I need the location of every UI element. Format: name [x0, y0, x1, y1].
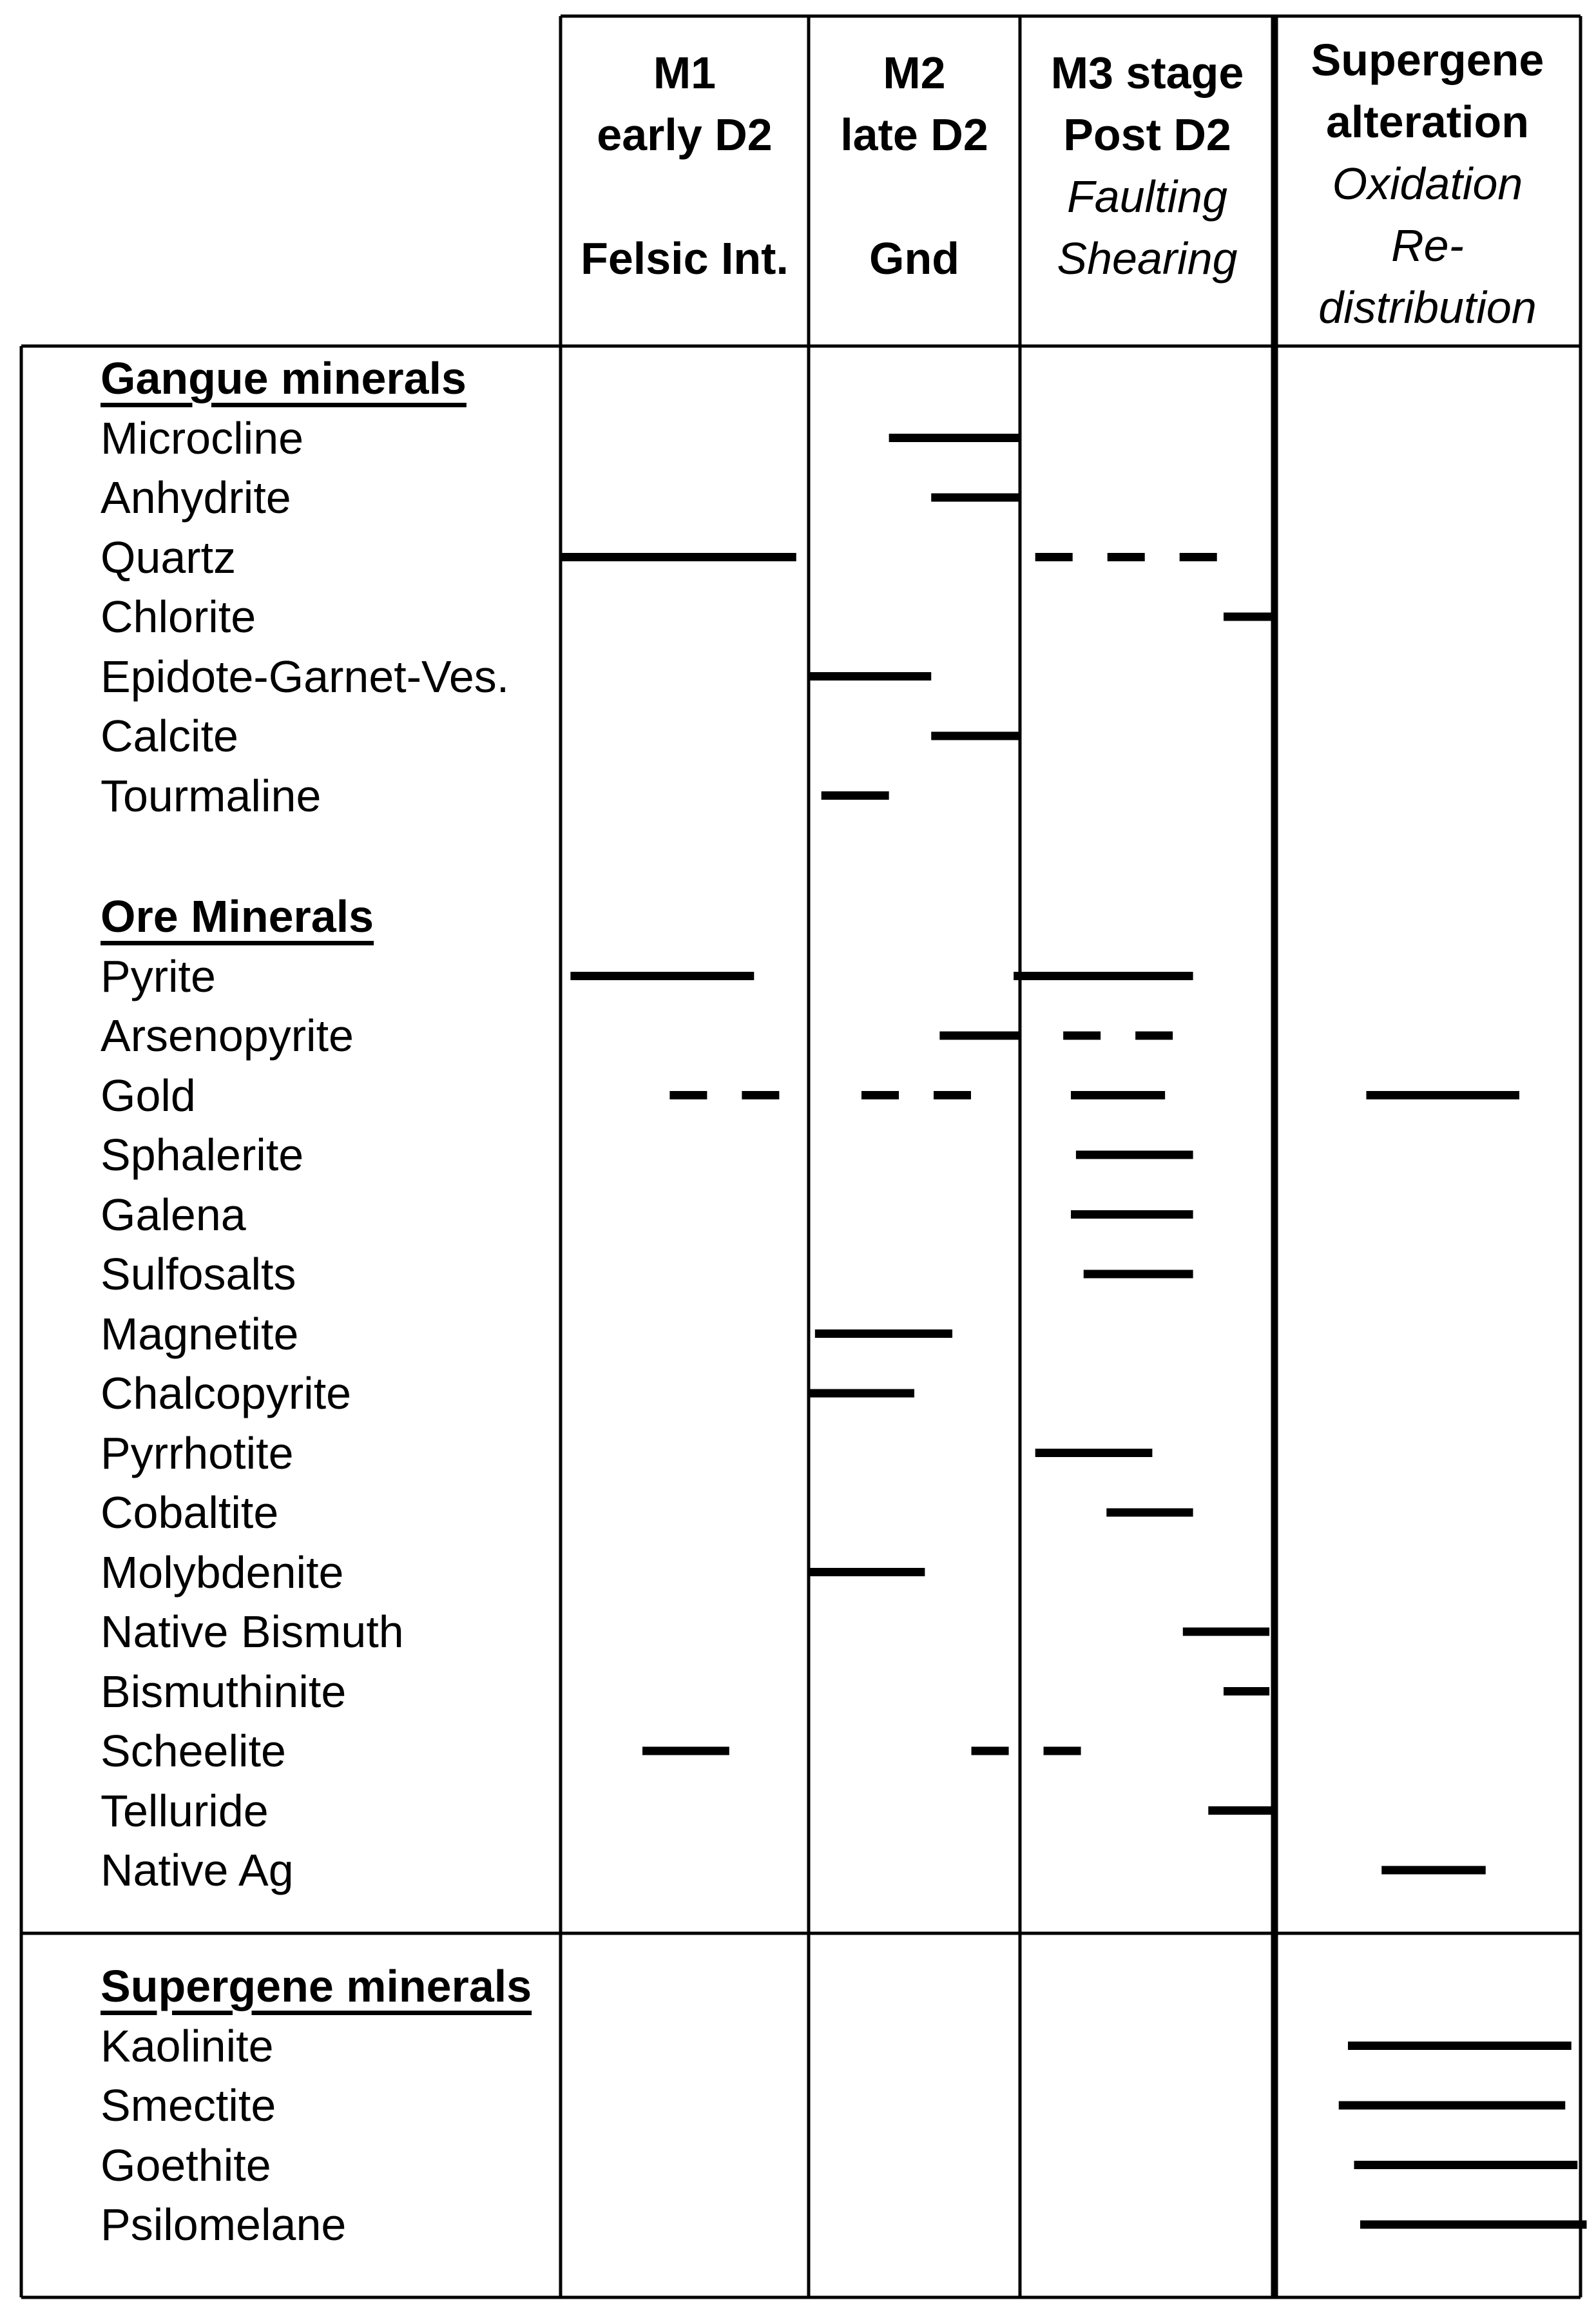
mineral-label: Cobaltite: [101, 1487, 279, 1538]
header-m2: [809, 42, 1020, 289]
mineral-label: Sulfosalts: [101, 1249, 296, 1299]
mineral-label: Chalcopyrite: [101, 1368, 352, 1418]
header-supergene-line: distribution: [1318, 282, 1537, 333]
header-m3: [1020, 42, 1274, 289]
header-supergene: [1274, 29, 1581, 338]
mineral-label: Magnetite: [101, 1308, 299, 1359]
mineral-label: Kaolinite: [101, 2020, 274, 2071]
header-supergene-line: Oxidation: [1332, 159, 1523, 209]
mineral-label: Psilomelane: [101, 2199, 347, 2250]
header-m1-line: M1: [653, 48, 716, 98]
section-title: Gangue minerals: [101, 353, 466, 403]
header-supergene-line: alteration: [1325, 97, 1530, 147]
header-m2-line: Gnd: [869, 233, 959, 284]
mineral-label: Galena: [101, 1189, 246, 1240]
mineral-label: Chlorite: [101, 592, 256, 642]
mineral-label: Arsenopyrite: [101, 1010, 354, 1061]
mineral-label: Pyrite: [101, 951, 216, 1001]
mineral-label: Native Bismuth: [101, 1607, 404, 1657]
mineral-label: Microcline: [101, 412, 304, 463]
header-supergene-line: Supergene: [1311, 35, 1544, 85]
header-m2-line: [809, 166, 1020, 227]
header-supergene-line: Re-: [1391, 220, 1464, 271]
mineral-label: Gold: [101, 1070, 196, 1121]
mineral-label: Anhydrite: [101, 472, 291, 523]
mineral-label: Goethite: [101, 2139, 271, 2190]
header-m1-line: Felsic Int.: [581, 233, 789, 284]
header-m1-line: [561, 166, 809, 227]
header-m2-line: late D2: [840, 110, 988, 160]
mineral-label: Epidote-Garnet-Ves.: [101, 651, 510, 702]
section-title: Supergene minerals: [101, 1961, 532, 2011]
header-m3-line: Shearing: [1057, 233, 1238, 284]
mineral-label: Molybdenite: [101, 1547, 344, 1598]
header-m2-line: M2: [883, 48, 946, 98]
mineral-label: Sphalerite: [101, 1130, 304, 1180]
mineral-label: Quartz: [101, 532, 236, 583]
header-m1: [561, 42, 809, 289]
header-m3-line: Post D2: [1063, 110, 1231, 160]
mineral-label: Calcite: [101, 711, 238, 761]
header-m3-line: Faulting: [1066, 171, 1228, 222]
section-title: Ore Minerals: [101, 891, 374, 942]
mineral-label: Native Ag: [101, 1845, 294, 1895]
mineral-label: Scheelite: [101, 1726, 286, 1776]
header-m1-line: early D2: [597, 110, 773, 160]
mineral-label: Telluride: [101, 1785, 269, 1836]
mineral-label: Tourmaline: [101, 770, 322, 821]
mineral-label: Pyrrhotite: [101, 1427, 294, 1478]
header-m3-line: M3 stage: [1050, 48, 1244, 98]
mineral-label: Bismuthinite: [101, 1666, 347, 1717]
mineral-label: Smectite: [101, 2080, 276, 2130]
